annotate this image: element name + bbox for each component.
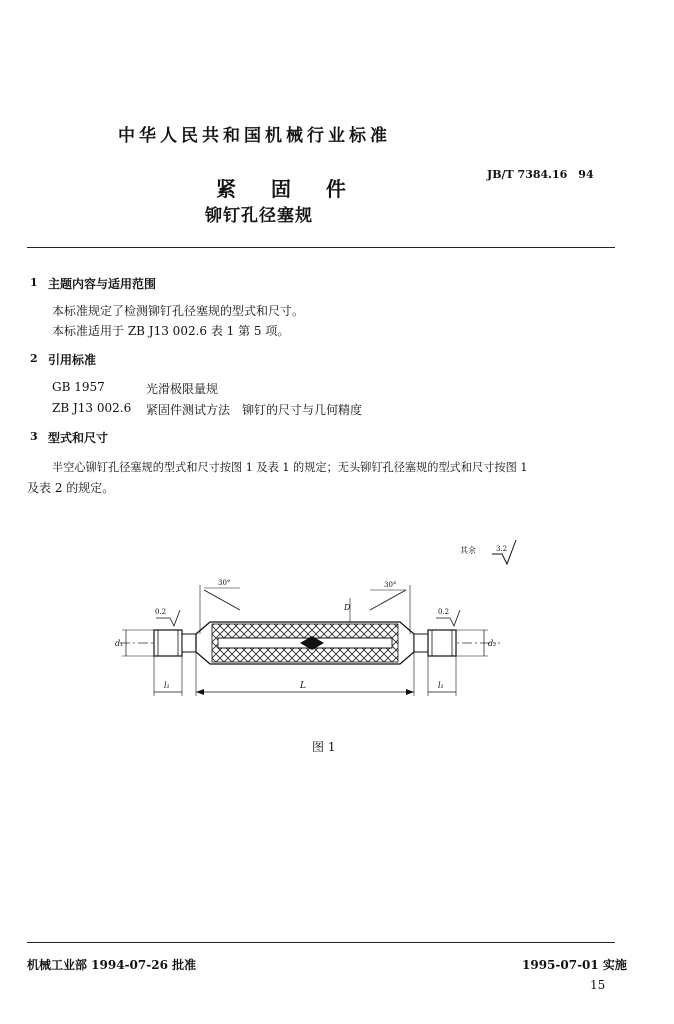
- reference-2-code: ZB J13 002.6: [52, 401, 132, 415]
- section-3-paragraph-line-1: 半空心铆钉孔径塞规的型式和尺寸按图 1 及表 1 的规定；无头铆钉孔径塞规的型式和尺寸按图 1: [52, 461, 528, 474]
- reference-1-code: GB 1957: [52, 380, 105, 394]
- section-1-line-1: 本标准规定了检测铆钉孔径塞规的型式和尺寸。: [52, 304, 305, 318]
- figure-1-plug-gauge-drawing: [100, 530, 540, 700]
- section-1-number: 1: [30, 276, 38, 289]
- implementation-date: 1995-07-01 实施: [522, 958, 627, 972]
- document-title: 紧 固 件: [216, 177, 360, 201]
- reference-1-name: 光滑极限量规: [146, 382, 219, 396]
- standard-code: JB/T 7384.16 94: [487, 168, 594, 181]
- reference-2-name: 紧固件测试方法 铆钉的尺寸与几何精度: [146, 403, 363, 417]
- section-3-title: 型式和尺寸: [48, 431, 109, 445]
- section-1-line-2: 本标准适用于 ZB J13 002.6 表 1 第 5 项。: [52, 324, 290, 338]
- dimension-D-label: D: [344, 603, 351, 612]
- right-end-roughness: 0.2: [438, 608, 450, 616]
- page-number: 15: [590, 978, 606, 992]
- approval-date: 机械工业部 1994-07-26 批准: [27, 958, 197, 972]
- left-end-roughness: 0.2: [155, 608, 167, 616]
- header-rule: [27, 247, 615, 248]
- dimension-L-label: L: [300, 681, 306, 691]
- dimension-l1-right-label: l₁: [438, 681, 444, 690]
- document-subtitle: 铆钉孔径塞规: [205, 206, 313, 226]
- right-chamfer-angle: 30°: [384, 581, 397, 589]
- section-2-title: 引用标准: [48, 353, 97, 367]
- section-3-number: 3: [30, 430, 38, 443]
- roughness-note-value: 3.2: [496, 545, 508, 553]
- dimension-d2-label: d₂: [488, 639, 497, 648]
- figure-caption: 图 1: [312, 740, 336, 754]
- section-1-title: 主题内容与适用范围: [48, 277, 157, 291]
- section-3-paragraph-line-2: 及表 2 的规定。: [27, 481, 115, 495]
- footer-rule: [27, 942, 615, 943]
- issuing-org-title: 中华人民共和国机械行业标准: [118, 126, 391, 146]
- dimension-d1-label: d₁: [115, 639, 124, 648]
- roughness-note-label: 其余: [460, 546, 476, 555]
- dimension-l1-left-label: l₁: [164, 681, 170, 690]
- left-chamfer-angle: 30°: [218, 579, 231, 587]
- section-2-number: 2: [30, 352, 38, 365]
